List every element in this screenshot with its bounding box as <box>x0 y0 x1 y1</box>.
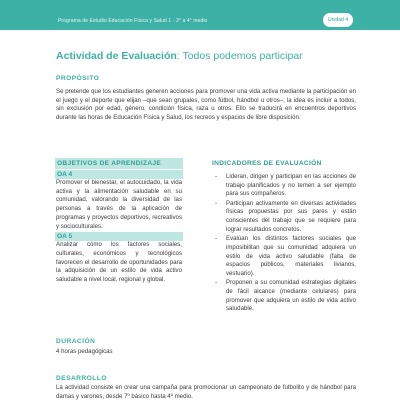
bullet-dash: - <box>215 235 218 243</box>
list-item: - Evalúan los distintos factores sociales que imposibilitan que su comunidad adquiera un estilo de vida activo saludable (falta de espacios públicos, materiales livianos, vestuario). <box>215 235 356 277</box>
duracion-heading: DURACIÓN <box>56 338 96 345</box>
desarrollo-heading: DESARROLLO <box>56 375 107 382</box>
activity-title <box>56 50 303 62</box>
oa-text: Analizar cómo los factores sociales, culturales, económicos y tecnológicos favorecen el desarrollo de oportunidades para la adquisición de un estilo de vida activo saludable a nivel local, regional y global. <box>56 241 182 284</box>
indicadores-heading: INDICADORES DE EVALUACIÓN <box>212 160 322 167</box>
objetivos-heading: OBJETIVOS DE APRENDIZAJE <box>55 158 183 169</box>
bullet-dash: - <box>215 279 218 287</box>
desarrollo-text: La actividad consiste en crear una campaña para promocionar un campeonato de futbolito y de hándbol para damas y varones, desde 7º básico hasta 4º medio. <box>56 384 356 400</box>
oa-label: OA 4 <box>55 170 183 179</box>
list-item: - Proponen a su comunidad estrategias digitales de fácil alcance (mediante celulares) para promover que adquiera un estilo de vida activo saludable. <box>215 279 356 313</box>
program-title: Programa de Estudio Educación Física y Salud 1 - 3° a 4° medio <box>58 18 208 24</box>
list-item: - Lideran, dirigen y participan en las acciones de trabajo planificados y no temen a ser ejemplo para sus compañeros. <box>215 173 356 198</box>
indicadores-section <box>212 158 356 315</box>
bullet-dash: - <box>215 199 218 207</box>
proposito-text: Se pretende que los estudiantes generen acciones para promover una vida activa mediante la participación en el juego y el deporte que elijan –que sean grupales, como fútbol, hándbol u otros–; la idea es incluir a todos, sin exclusión por edad, género, condición física, raza u otros. Ello se traducirá en encuentros deportivos durante las horas de Educación Física y Salud, los recreos y espacios de libre disposición. <box>56 88 356 121</box>
activity-title-suffix: : Todos podemos participar <box>176 50 303 62</box>
activity-title-prefix: Actividad de Evaluación <box>56 50 177 62</box>
indicadores-list <box>212 173 356 314</box>
oa-label: OA 5 <box>55 232 183 241</box>
bullet-dash: - <box>215 173 218 180</box>
oa-text: Promover el bienestar, el autocuidado, la vida activa y la alimentación saludable en su comunidad, valorando la diversidad de las personas a través de la aplicación de programas y proyectos deportivos, recreativos y socioculturales. <box>56 179 182 230</box>
objetivos-section <box>55 158 183 285</box>
header-band <box>0 0 400 30</box>
proposito-heading: PROPÓSITO <box>56 75 100 82</box>
duracion-text: 4 horas pedagógicas <box>56 348 113 355</box>
list-item: - Participan activamente en diversas actividades físicas propuestas por sus pares y están conscientes del trabajo que se requiere para lograr resultados concretos. <box>215 199 356 233</box>
unit-badge: Unidad 4 <box>323 13 353 27</box>
